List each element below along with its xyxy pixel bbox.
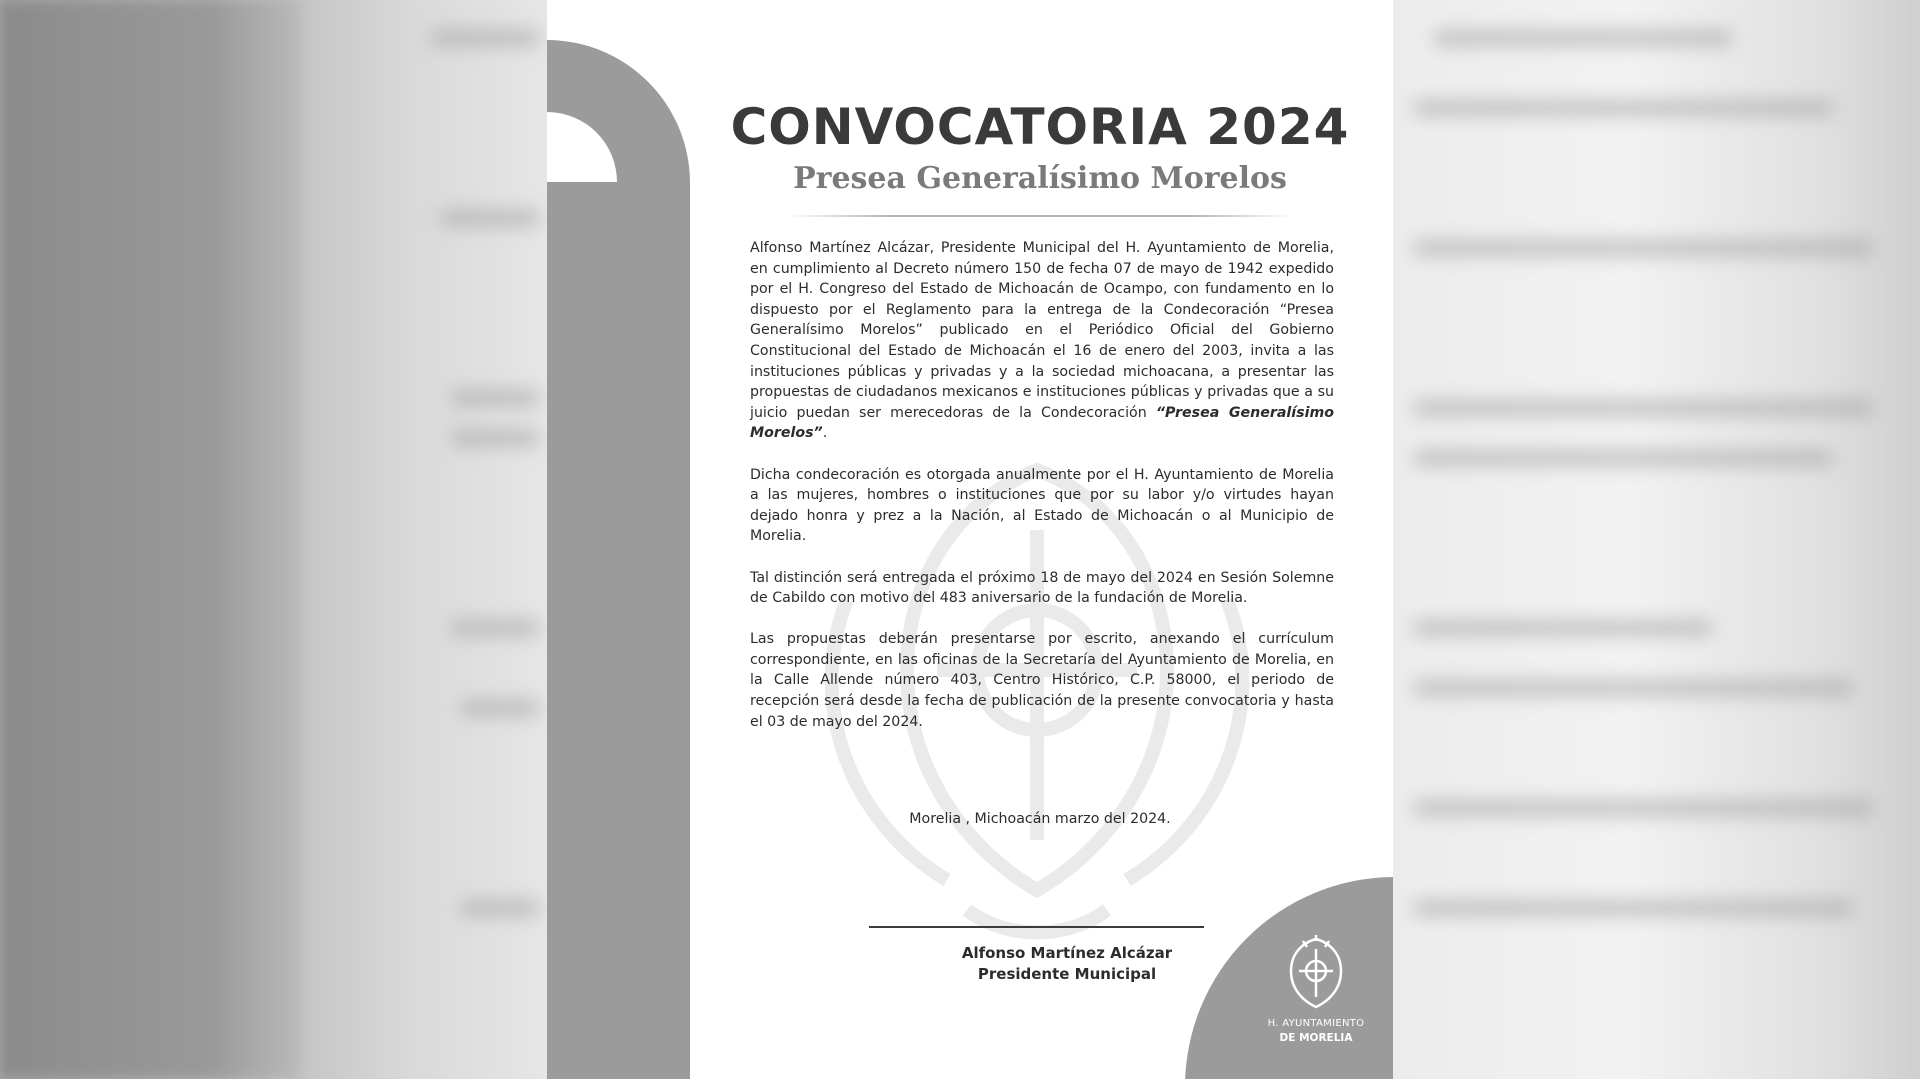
paragraph-2: Dicha condecoración es otorgada anualmente por el H. Ayuntamiento de Morelia a las mujeres, hombres o instituciones que por su labor y/o virtudes hayan dejado honra y prez a la Nación, al Estado de Michoacán o al Municipio de Morelia. [750, 466, 1334, 545]
blurred-text [440, 210, 540, 226]
blurred-text [460, 900, 540, 916]
blurred-text [1413, 680, 1853, 696]
signatory-name: Alfonso Martínez Alcázar [961, 944, 1173, 962]
blurred-text [450, 620, 540, 636]
paragraph-1-end: . [822, 425, 828, 442]
paragraph-1 [750, 238, 1334, 444]
crest-icon [1283, 935, 1349, 1011]
blurred-text [1413, 400, 1873, 416]
blurred-background-right [1393, 0, 1920, 1079]
blurred-text [1413, 100, 1833, 116]
blurred-text [1413, 620, 1713, 636]
logo-text-line-2: DE MORELIA [1279, 1032, 1353, 1044]
blurred-text [1433, 30, 1733, 46]
blurred-grey-band [0, 0, 300, 1079]
blurred-text [1413, 900, 1853, 916]
subtitle-divider [787, 215, 1293, 217]
blurred-text [1413, 450, 1833, 466]
blurred-text [450, 390, 540, 406]
paragraph-1-text: Alfonso Martínez Alcázar, Presidente Municipal del H. Ayuntamiento de Morelia, en cumplimiento al Decreto número 150 de fecha 07 de mayo de 1942 expedido por el H. Congreso del Estado de Michoacán de Ocampo, con fundamento en lo dispuesto por el Reglamento para la entrega de la Condecoración “Presea Generalísimo Morelos” publicado en el Periódico Oficial del Gobierno Constitucional del Estado de Michoacán el 16 de enero del 2003, invita a las instituciones públicas y privadas y a la sociedad michoacana, a presentar las propuestas de ciudadanos mexicanos e instituciones públicas y privadas que a su juicio puedan ser merecedoras de la Condecoración [750, 240, 1334, 421]
blurred-text [1413, 800, 1873, 816]
place-and-date: Morelia , Michoacán marzo del 2024. [909, 811, 1171, 827]
logo-text-line-1: H. AYUNTAMIENTO [1267, 1018, 1365, 1029]
blurred-background-left [0, 0, 547, 1079]
signature-line [869, 926, 1204, 928]
decorative-side-bar [547, 40, 690, 1079]
blurred-text [1413, 240, 1873, 256]
document-subtitle: Presea Generalísimo Morelos [793, 161, 1287, 196]
document-body [750, 238, 1334, 753]
paragraph-3: Tal distinción será entregada el próximo 18 de mayo del 2024 en Sesión Solemne de Cabildo con motivo del 483 aniversario de la fundación de Morelia. [750, 569, 1334, 607]
blurred-text [430, 30, 540, 46]
signatory-position: Presidente Municipal [977, 965, 1157, 983]
paragraph-1-emphasis: “Presea Generalísimo Morelos” [750, 404, 1334, 442]
blurred-text [460, 700, 540, 716]
document-title: CONVOCATORIA 2024 [730, 98, 1350, 156]
paragraph-4: Las propuestas deberán presentarse por escrito, anexando el currículum correspondiente, en las oficinas de la Secretaría del Ayuntamiento de Morelia, en la Calle Allende número 403, Centro Histórico, C.P. 58000, el periodo de recepción será desde la fecha de publicación de la presente convocatoria y hasta el 03 de mayo del 2024. [750, 631, 1334, 730]
document-page [547, 0, 1393, 1079]
ayuntamiento-logo [1251, 935, 1381, 1055]
blurred-text [450, 430, 540, 446]
